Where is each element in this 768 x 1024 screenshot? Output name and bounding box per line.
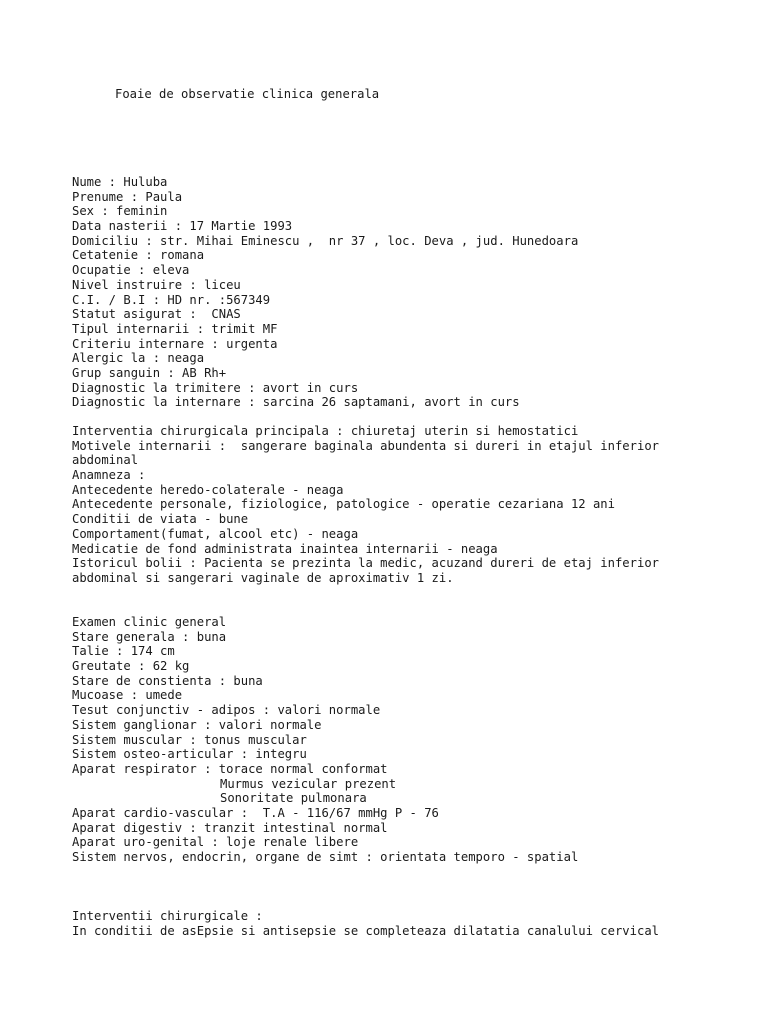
exam-line: Sistem muscular : tonus muscular bbox=[72, 732, 307, 747]
personal-data-line: Criteriu internare : urgenta bbox=[72, 336, 278, 351]
personal-data-line: Statut asigurat : CNAS bbox=[72, 307, 241, 322]
personal-data-line: Prenume : Paula bbox=[72, 189, 183, 204]
history-line: Medicatie de fond administrata inaintea internarii - neaga bbox=[72, 541, 498, 556]
personal-data-line: Nume : Huluba bbox=[72, 175, 168, 189]
clinical-exam-section bbox=[72, 615, 578, 865]
exam-line: Aparat respirator : torace normal conformat bbox=[72, 761, 388, 776]
personal-data-line: Sex : feminin bbox=[72, 204, 168, 219]
exam-line: Greutate : 62 kg bbox=[72, 659, 190, 674]
history-line: abdominal si sangerari vaginale de aproximativ 1 zi. bbox=[72, 570, 454, 585]
personal-data-line: Data nasterii : 17 Martie 1993 bbox=[72, 219, 293, 234]
exam-line: Aparat cardio-vascular : T.A - 116/67 mmHg P - 76 bbox=[72, 805, 439, 820]
exam-line: Stare generala : buna bbox=[72, 629, 227, 644]
surgery-line: In conditii de asEpsie si antisepsie se completeaza dilatatia canalului cervical bbox=[72, 923, 659, 938]
history-section bbox=[72, 424, 659, 586]
history-line: Antecedente heredo-colaterale - neaga bbox=[72, 482, 344, 497]
surgery-line: Interventii chirurgicale : bbox=[72, 909, 263, 923]
history-line: Istoricul bolii : Pacienta se prezinta la medic, acuzand dureri de etaj inferior bbox=[72, 556, 659, 571]
exam-line: Sistem ganglionar : valori normale bbox=[72, 717, 322, 732]
exam-line: Talie : 174 cm bbox=[72, 644, 175, 659]
history-line: abdominal bbox=[72, 453, 139, 468]
personal-data-line: Domiciliu : str. Mihai Eminescu , nr 37 , loc. Deva , jud. Hunedoara bbox=[72, 233, 579, 248]
exam-line: Mucoase : umede bbox=[72, 688, 183, 703]
exam-line: Examen clinic general bbox=[72, 615, 227, 629]
history-line: Interventia chirurgicala principala : chiuretaj uterin si hemostatici bbox=[72, 424, 579, 438]
personal-data-section bbox=[72, 175, 578, 410]
document-title: Foaie de observatie clinica generala bbox=[115, 87, 380, 101]
history-line: Comportament(fumat, alcool etc) - neaga bbox=[72, 526, 359, 541]
history-line: Conditii de viata - bune bbox=[72, 512, 249, 527]
exam-line: Tesut conjunctiv - adipos : valori normale bbox=[72, 703, 381, 718]
personal-data-line: Ocupatie : eleva bbox=[72, 263, 190, 278]
exam-line-indented: Murmus vezicular prezent bbox=[220, 776, 397, 791]
personal-data-line: Cetatenie : romana bbox=[72, 248, 205, 263]
personal-data-line: C.I. / B.I : HD nr. :567349 bbox=[72, 292, 271, 307]
history-line: Antecedente personale, fiziologice, patologice - operatie cezariana 12 ani bbox=[72, 497, 615, 512]
personal-data-line: Diagnostic la internare : sarcina 26 saptamani, avort in curs bbox=[72, 395, 520, 410]
personal-data-line: Grup sanguin : AB Rh+ bbox=[72, 365, 227, 380]
exam-line: Aparat uro-genital : loje renale libere bbox=[72, 835, 359, 850]
personal-data-line: Tipul internarii : trimit MF bbox=[72, 321, 278, 336]
personal-data-line: Alergic la : neaga bbox=[72, 351, 205, 366]
exam-line: Stare de constienta : buna bbox=[72, 673, 263, 688]
surgery-section bbox=[72, 909, 659, 938]
exam-line-indented: Sonoritate pulmonara bbox=[220, 791, 367, 806]
exam-line: Aparat digestiv : tranzit intestinal normal bbox=[72, 820, 388, 835]
personal-data-line: Diagnostic la trimitere : avort in curs bbox=[72, 380, 359, 395]
history-line: Motivele internarii : sangerare baginala abundenta si dureri in etajul inferior bbox=[72, 438, 659, 453]
exam-line: Sistem nervos, endocrin, organe de simt : orientata temporo - spatial bbox=[72, 850, 579, 864]
history-line: Anamneza : bbox=[72, 468, 146, 483]
personal-data-line: Nivel instruire : liceu bbox=[72, 277, 241, 292]
exam-line: Sistem osteo-articular : integru bbox=[72, 747, 307, 762]
